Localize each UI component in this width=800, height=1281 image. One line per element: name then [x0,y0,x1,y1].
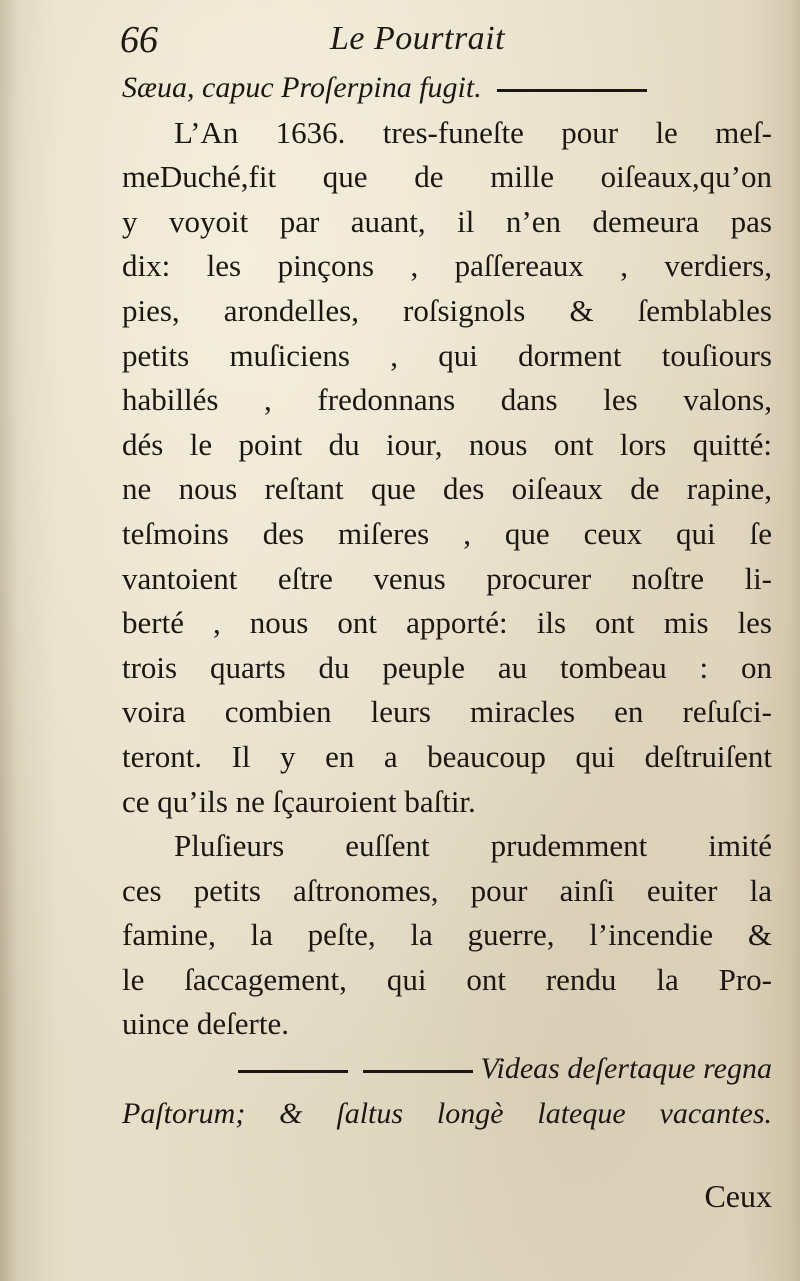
text-line: trois quarts du peuple au tombeau : on [122,649,772,685]
page-header [120,18,740,66]
text-line: pies, arondelles, roſsignols & ſemblables [122,292,772,328]
text-line: ce qu’ils ne ſçauroient baſtir. [122,783,476,819]
text-line [122,66,772,111]
text-line: vantoient eſtre venus procurer noſtre li- [122,560,772,596]
text-line: berté , nous ont apporté: ils ont mis les [122,605,772,641]
text-line: voira combien leurs miracles en reſuſci- [122,694,772,730]
catchword: Ceux [704,1178,772,1214]
text-line: L’An 1636. tres-funeſte pour le meſ- [174,114,772,150]
text-line: teſmoins des miſeres , que ceux qui ſe [122,515,772,551]
text-line: petits muſiciens , qui dorment touſiours [122,337,772,373]
dash-rule [497,89,647,92]
text-line: Paſtorum; & ſaltus longè lateque vacantes. [122,1096,772,1130]
body-text [122,66,772,1136]
text-line: le ſaccagement, qui ont rendu la Pro- [122,961,772,997]
quote-fragment: Videas deſertaque regna [480,1052,772,1086]
text-line [122,1047,772,1092]
text-line: y voyoit par auant, il n’en demeura pas [122,203,772,239]
text-line: teront. Il y en a beaucoup qui deſtruiſent [122,738,772,774]
text-line: famine, la peſte, la guerre, l’incendie & [122,917,772,953]
running-title: Le Pourtrait [330,20,506,57]
page-number: 66 [120,19,158,61]
text-line: meDuché,fit que de mille oiſeaux,qu’on [122,159,772,195]
dash-rule [238,1070,348,1073]
quote-fragment: Sæua, capuc Proſerpina fugit. [122,71,482,104]
text-line: ces petits aſtronomes, pour ainſi euiter la [122,872,772,908]
dash-rule [363,1070,473,1073]
text-line: dés le point du iour, nous ont lors quitté: [122,426,772,462]
text-line: Pluſieurs euſſent prudemment imité [174,828,772,864]
text-line: uince deſerte. [122,1006,289,1042]
text-line: ne nous reſtant que des oiſeaux de rapine, [122,471,772,507]
text-line: habillés , fredonnans dans les valons, [122,382,772,418]
text-line: dix: les pinçons , paſſereaux , verdiers, [122,248,772,284]
